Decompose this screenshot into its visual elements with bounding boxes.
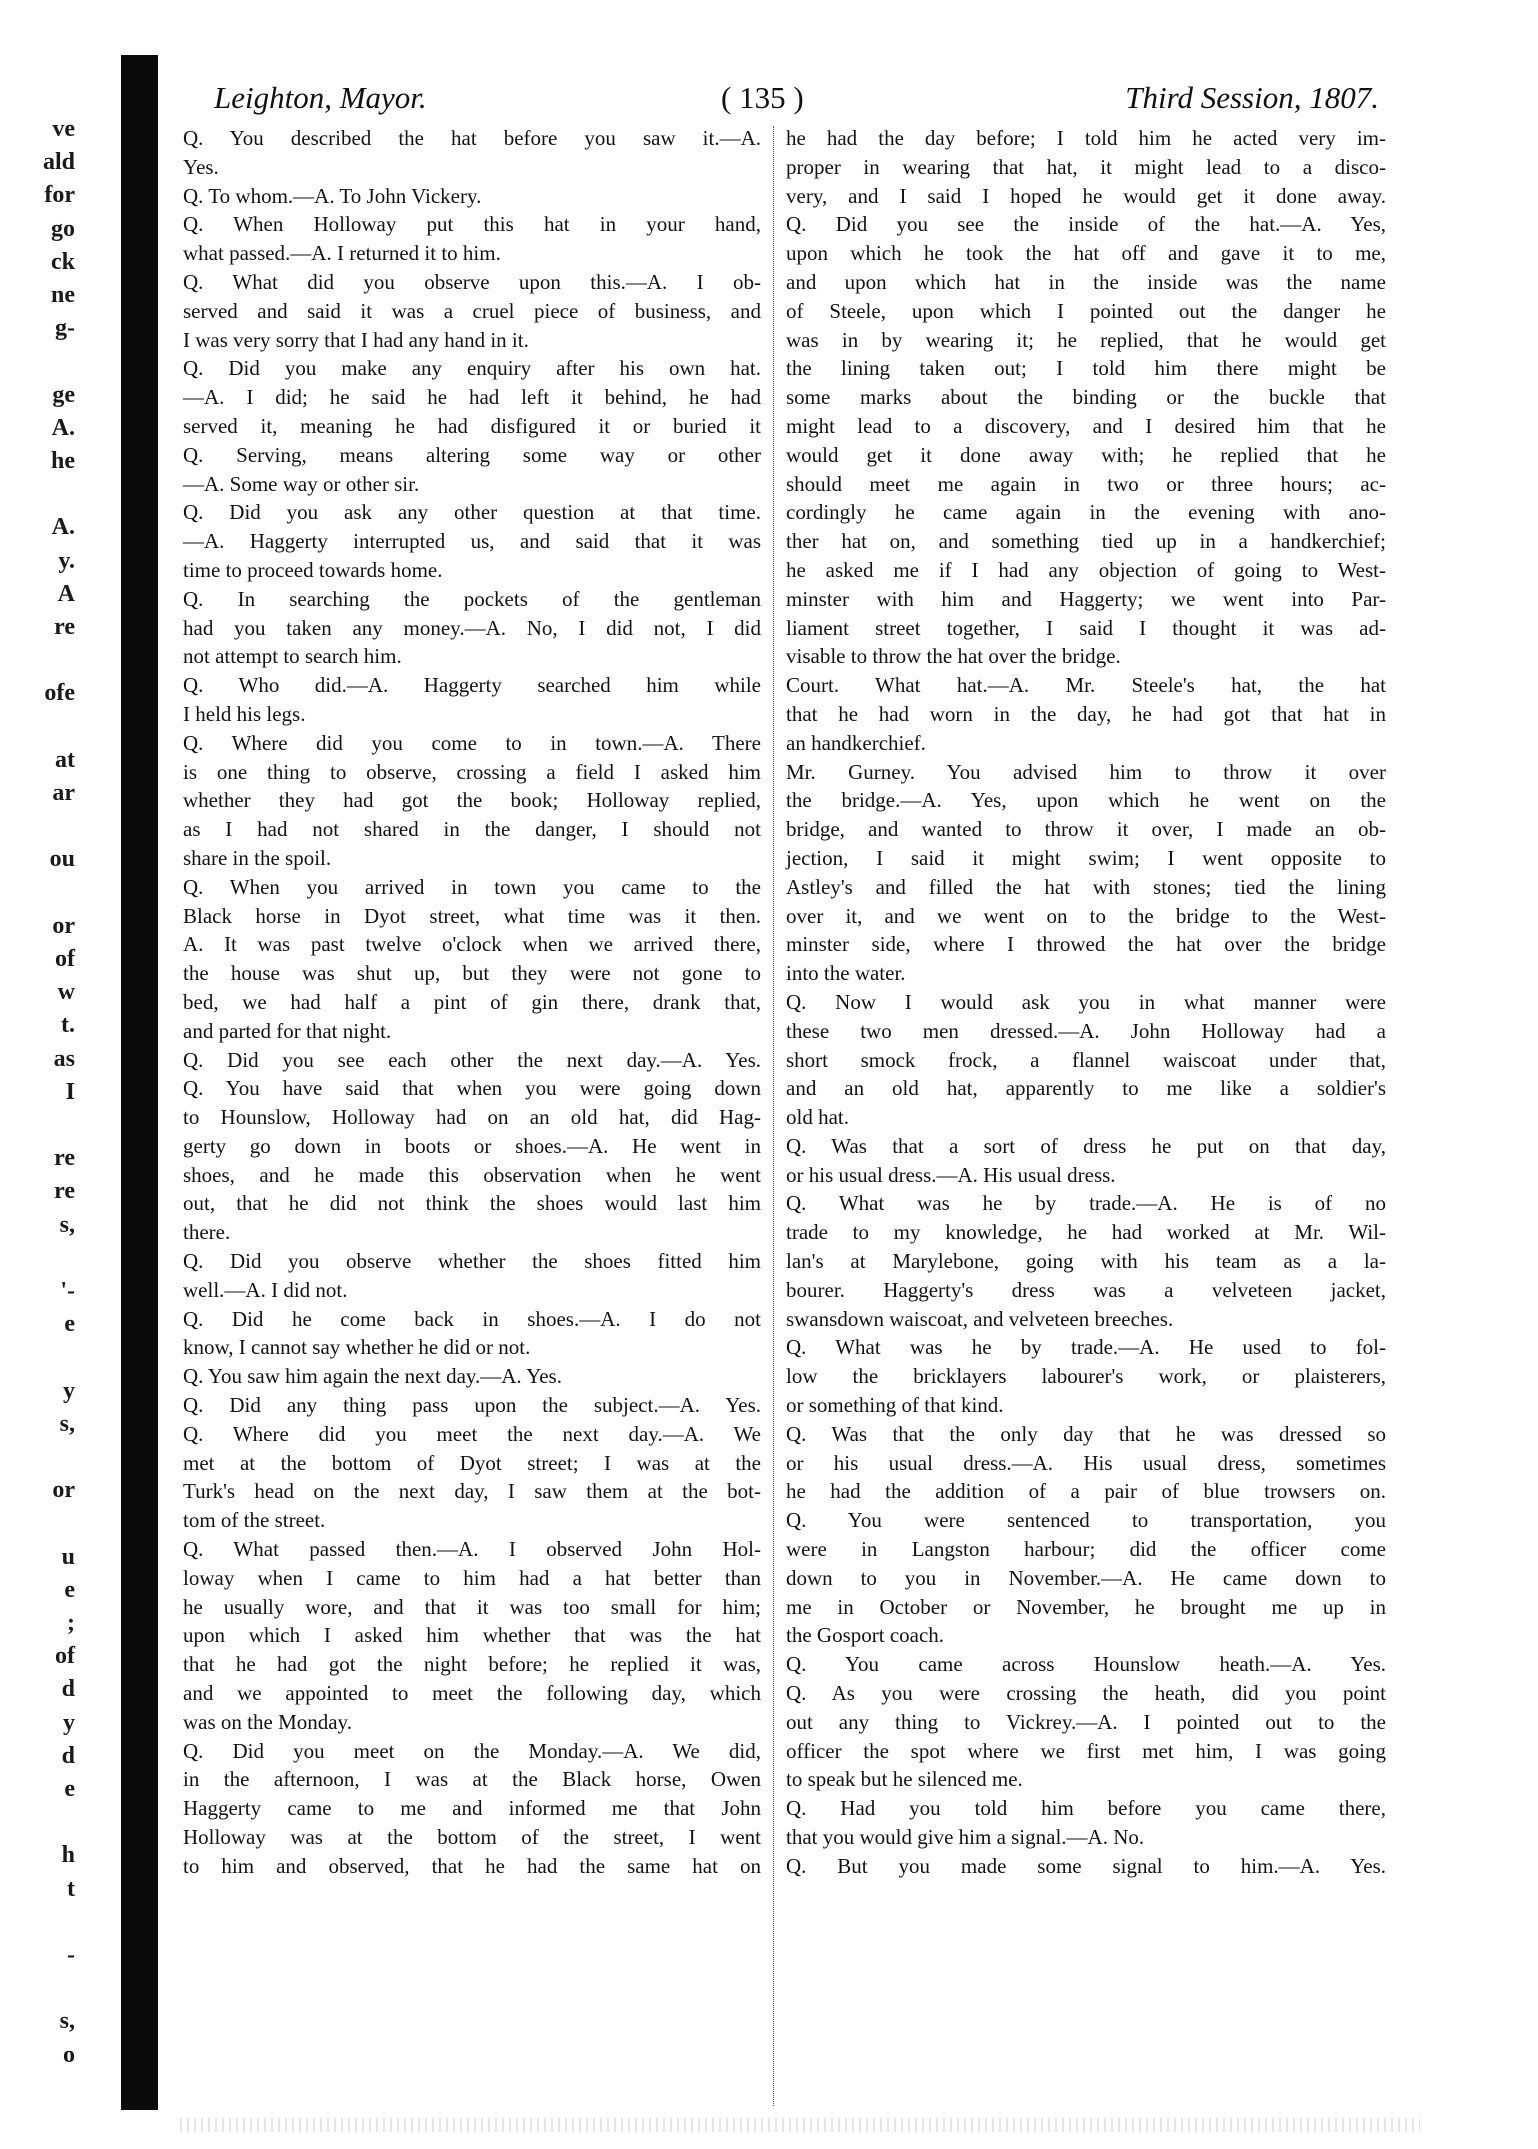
text-line: had you taken any money.—A. No, I did not, I did (183, 615, 761, 640)
text-line: what passed.—A. I returned it to him. (183, 241, 501, 266)
text-line: or his usual dress.—A. His usual dress. (786, 1162, 1116, 1187)
text-line: Q. Had you told him before you came there, (786, 1796, 1386, 1821)
text-line: Q. Did any thing pass upon the subject.—A. Yes. (183, 1393, 761, 1418)
text-line: Q. Did you see each other the next day.—A. Yes. (183, 1047, 761, 1072)
bleed-fragment: he (51, 448, 75, 474)
text-line: Q. Did you observe whether the shoes fitted him (183, 1249, 761, 1274)
text-line: Q. What did you observe upon this.—A. I ob- (183, 269, 761, 294)
text-line: in the afternoon, I was at the Black horse, Owen (183, 1767, 761, 1792)
bleed-fragment: '- (60, 1278, 75, 1304)
text-line: not attempt to search him. (183, 644, 402, 669)
bleed-fragment: ald (42, 149, 75, 176)
bleed-fragment: A. (51, 514, 75, 541)
text-line: Q. Did he come back in shoes.—A. I do not (183, 1306, 761, 1331)
text-line: Turk's head on the next day, I saw them at the bot- (183, 1479, 761, 1504)
text-line: these two men dressed.—A. John Holloway had a (786, 1018, 1386, 1043)
page-number: ( 135 ) (721, 80, 804, 115)
text-line: minster side, where I throwed the hat over the bridge (786, 932, 1386, 957)
text-line: Holloway was at the bottom of the street, I went (183, 1825, 761, 1850)
bleed-fragment: s, (59, 1211, 75, 1238)
bleed-fragment: ne (51, 282, 75, 308)
text-line: Astley's and filled the hat with stones; tied the lining (786, 874, 1386, 899)
bleed-fragment: u (61, 1543, 75, 1570)
text-line: bed, we had half a pint of gin there, drank that, (183, 989, 761, 1014)
text-line: Q. Serving, means altering some way or other (183, 442, 761, 467)
text-line: Court. What hat.—A. Mr. Steele's hat, the hat (786, 673, 1386, 698)
text-line: that you would give him a signal.—A. No. (786, 1825, 1145, 1850)
column-divider (773, 126, 775, 2106)
text-line: Black horse in Dyot street, what time was it then. (183, 903, 761, 928)
text-line: Q. Did you make any enquiry after his own hat. (183, 356, 761, 381)
text-line: out any thing to Vickrey.—A. I pointed out to the (786, 1709, 1386, 1734)
text-line: as I had not shared in the danger, I should not (183, 817, 761, 842)
text-line: Q. When you arrived in town you came to the (183, 874, 761, 899)
page-header (214, 80, 1379, 124)
text-line: Yes. (183, 154, 219, 179)
text-line: visable to throw the hat over the bridge. (786, 644, 1121, 669)
text-line: he asked me if I had any objection of going to West- (786, 557, 1386, 582)
text-line: tom of the street. (183, 1508, 326, 1533)
text-line: he had the day before; I told him he acted very im- (786, 126, 1386, 150)
bleed-fragment: ou (49, 846, 75, 873)
text-line: proper in wearing that hat, it might lead to a disco- (786, 154, 1386, 179)
text-line: upon which I asked him whether that was the hat (183, 1623, 761, 1648)
text-line: Q. What was he by trade.—A. He is of no (786, 1191, 1386, 1216)
text-line: is one thing to observe, crossing a field I asked him (183, 759, 761, 784)
bleed-fragment: of (55, 946, 75, 972)
text-line: Q. As you were crossing the heath, did you point (786, 1681, 1386, 1706)
text-line: that he had worn in the day, he had got that hat in (786, 701, 1386, 726)
text-line: served and said it was a cruel piece of business, and (183, 298, 761, 323)
bleed-fragment: for (44, 182, 75, 209)
bleed-fragment: of (55, 1643, 75, 1670)
text-line: Q. Where did you come to in town.—A. There (183, 730, 761, 755)
bleed-fragment: - (67, 1942, 75, 1968)
text-line: trade to my knowledge, he had worked at Mr. Wil- (786, 1220, 1386, 1245)
text-line: I was very sorry that I had any hand in it. (183, 327, 529, 352)
text-line: Q. Was that a sort of dress he put on that day, (786, 1133, 1386, 1158)
bleed-fragment: ofe (44, 680, 75, 707)
right-column (786, 124, 1386, 1881)
text-line: would get it done away with; he replied that he (786, 442, 1386, 467)
text-line: Q. What passed then.—A. I observed John Hol- (183, 1537, 761, 1562)
text-line: Q. You saw him again the next day.—A. Yes. (183, 1364, 562, 1389)
text-line: the lining taken out; I told him there might be (786, 356, 1386, 381)
text-line: bourer. Haggerty's dress was a velveteen jacket, (786, 1277, 1386, 1302)
text-line: and we appointed to meet the following day, which (183, 1681, 761, 1706)
text-line: Q. Did you meet on the Monday.—A. We did, (183, 1738, 761, 1763)
text-line: old hat. (786, 1105, 849, 1130)
text-line: the Gosport coach. (786, 1623, 945, 1648)
text-line: —A. I did; he said he had left it behind, he had (183, 385, 761, 410)
text-line: A. It was past twelve o'clock when we arrived there, (183, 932, 761, 957)
bleed-fragment: A (57, 580, 75, 607)
text-line: shoes, and he made this observation when he went (183, 1162, 761, 1187)
text-line: met at the bottom of Dyot street; I was at the (183, 1450, 761, 1475)
bleed-fragment: s, (59, 1410, 75, 1437)
text-line: to him and observed, that he had the same hat on (183, 1853, 761, 1878)
text-line: bridge, and wanted to throw it over, I made an ob- (786, 817, 1386, 842)
text-line: very, and I said I hoped he would get it done away. (786, 183, 1386, 208)
text-line: short smock frock, a flannel waiscoat under that, (786, 1047, 1386, 1072)
bleed-fragment: as (53, 1045, 75, 1072)
text-line: Mr. Gurney. You advised him to throw it over (786, 759, 1386, 784)
bleed-fragment: g- (55, 315, 75, 342)
text-line: Q. Where did you meet the next day.—A. We (183, 1421, 761, 1446)
text-line: ther hat on, and something tied up in a handkerchief; (786, 529, 1386, 554)
text-line: Q. Did you ask any other question at that time. (183, 500, 761, 525)
text-line: into the water. (786, 961, 906, 986)
bleed-fragment: I (65, 1078, 75, 1105)
bleed-fragment: h (61, 1842, 75, 1869)
text-line: he usually wore, and that it was too small for him; (183, 1594, 761, 1619)
text-line: Q. Did you see the inside of the hat.—A. Yes, (786, 212, 1386, 237)
text-line: Q. But you made some signal to him.—A. Yes. (786, 1853, 1386, 1878)
bleed-fragment: e (64, 1776, 75, 1802)
bleed-fragment: ve (52, 116, 75, 142)
text-line: time to proceed towards home. (183, 557, 443, 582)
text-line: liament street together, I said I thought it was ad- (786, 615, 1386, 640)
text-line: Q. What was he by trade.—A. He used to fol- (786, 1335, 1386, 1360)
text-line: Q. In searching the pockets of the gentleman (183, 586, 761, 611)
text-line: upon which he took the hat off and gave it to me, (786, 241, 1386, 266)
bleed-fragment: ar (52, 780, 75, 806)
left-column (183, 124, 761, 1881)
bleed-fragment: e (64, 1576, 75, 1603)
text-line: and parted for that night. (183, 1018, 392, 1043)
bleed-fragment: go (51, 215, 75, 242)
bleed-fragment: y. (58, 547, 75, 574)
scan-binding-edge (121, 55, 158, 2110)
text-line: loway when I came to him had a hat better than (183, 1565, 761, 1590)
text-line: should meet me again in two or three hours; ac- (786, 471, 1386, 496)
bleed-fragment: A. (51, 414, 75, 441)
text-line: over it, and we went on to the bridge to the West- (786, 903, 1386, 928)
text-line: served it, meaning he had disfigured it or buried it (183, 413, 761, 438)
text-line: the bridge.—A. Yes, upon which he went on the (786, 788, 1386, 813)
text-line: Q. Who did.—A. Haggerty searched him while (183, 673, 761, 698)
text-line: Q. You came across Hounslow heath.—A. Yes. (786, 1652, 1386, 1677)
text-line: Haggerty came to me and informed me that John (183, 1796, 761, 1821)
text-line: were in Langston harbour; did the officer come (786, 1537, 1386, 1562)
text-line: well.—A. I did not. (183, 1277, 348, 1302)
bleed-fragment: ; (67, 1610, 75, 1636)
text-line: Q. When Holloway put this hat in your hand, (183, 212, 761, 237)
text-line: low the bricklayers labourer's work, or plaisterers, (786, 1364, 1386, 1389)
header-right: Third Session, 1807. (1125, 80, 1379, 115)
bleed-fragment: o (63, 2041, 75, 2068)
text-line: Q. Now I would ask you in what manner were (786, 989, 1386, 1014)
text-line: swansdown waiscoat, and velveteen breeches. (786, 1306, 1174, 1331)
text-line: of Steele, upon which I pointed out the danger he (786, 298, 1386, 323)
text-line: was on the Monday. (183, 1709, 352, 1734)
text-line: Q. To whom.—A. To John Vickery. (183, 183, 482, 208)
text-line: Q. You were sentenced to transportation, you (786, 1508, 1386, 1533)
text-line: I held his legs. (183, 701, 306, 726)
text-line: there. (183, 1220, 231, 1245)
text-line: and upon which hat in the inside was the name (786, 269, 1386, 294)
text-line: was in by wearing it; he replied, that he would get (786, 327, 1386, 352)
text-line: to speak but he silenced me. (786, 1767, 1023, 1792)
text-line: out, that he did not think the shoes would last him (183, 1191, 761, 1216)
bleed-fragment: re (54, 614, 75, 640)
text-line: Q. You have said that when you were going down (183, 1076, 761, 1101)
bleed-fragment: or (52, 912, 75, 939)
text-line: that he had got the night before; he replied it was, (183, 1652, 761, 1677)
scan-noise (180, 2118, 1420, 2132)
text-line: some marks about the binding or the buckle that (786, 385, 1386, 410)
bleed-fragment: s, (59, 2008, 75, 2035)
header-left: Leighton, Mayor. (214, 80, 427, 115)
bleed-fragment: re (54, 1178, 75, 1205)
bleed-fragment: d (61, 1676, 75, 1703)
text-line: lan's at Marylebone, going with his team as a la- (786, 1249, 1386, 1274)
bleed-fragment: re (54, 1145, 75, 1172)
text-line: me in October or November, he brought me up in (786, 1594, 1386, 1619)
bleed-fragment: at (55, 746, 75, 773)
bleed-fragment: or (52, 1477, 75, 1504)
text-line: share in the spoil. (183, 845, 332, 870)
bleed-fragment: e (64, 1311, 75, 1338)
bleed-fragment: ck (51, 248, 75, 275)
text-line: —A. Haggerty interrupted us, and said that it was (183, 529, 761, 554)
text-line: jection, I said it might swim; I went opposite to (786, 845, 1386, 870)
text-line: an handkerchief. (786, 730, 926, 755)
text-line: or something of that kind. (786, 1393, 1004, 1418)
bleed-fragment: ge (52, 381, 75, 408)
text-line: Q. Was that the only day that he was dressed so (786, 1421, 1386, 1446)
text-line: —A. Some way or other sir. (183, 471, 420, 496)
text-line: Q. You described the hat before you saw it.—A. (183, 126, 761, 150)
text-line: down to you in November.—A. He came down to (786, 1565, 1386, 1590)
text-line: officer the spot where we first met him, I was going (786, 1738, 1386, 1763)
text-line: and an old hat, apparently to me like a soldier's (786, 1076, 1386, 1101)
text-line: know, I cannot say whether he did or not. (183, 1335, 531, 1360)
text-line: gerty go down in boots or shoes.—A. He went in (183, 1133, 761, 1158)
text-line: he had the addition of a pair of blue trowsers on. (786, 1479, 1386, 1504)
text-line: might lead to a discovery, and I desired him that he (786, 413, 1386, 438)
bleed-fragment: w (57, 979, 75, 1006)
bleed-fragment: t. (61, 1012, 75, 1039)
bleed-fragment: y (63, 1377, 75, 1404)
text-line: whether they had got the book; Holloway replied, (183, 788, 761, 813)
bleed-fragment: d (61, 1742, 75, 1769)
bleed-fragment: t (67, 1875, 75, 1902)
text-line: or his usual dress.—A. His usual dress, sometimes (786, 1450, 1386, 1475)
text-line: cordingly he came again in the evening with ano- (786, 500, 1386, 525)
bleed-fragment: y (63, 1709, 75, 1736)
text-line: the house was shut up, but they were not gone to (183, 961, 761, 986)
text-line: to Hounslow, Holloway had on an old hat, did Hag- (183, 1105, 761, 1130)
text-line: minster with him and Haggerty; we went into Par- (786, 586, 1386, 611)
